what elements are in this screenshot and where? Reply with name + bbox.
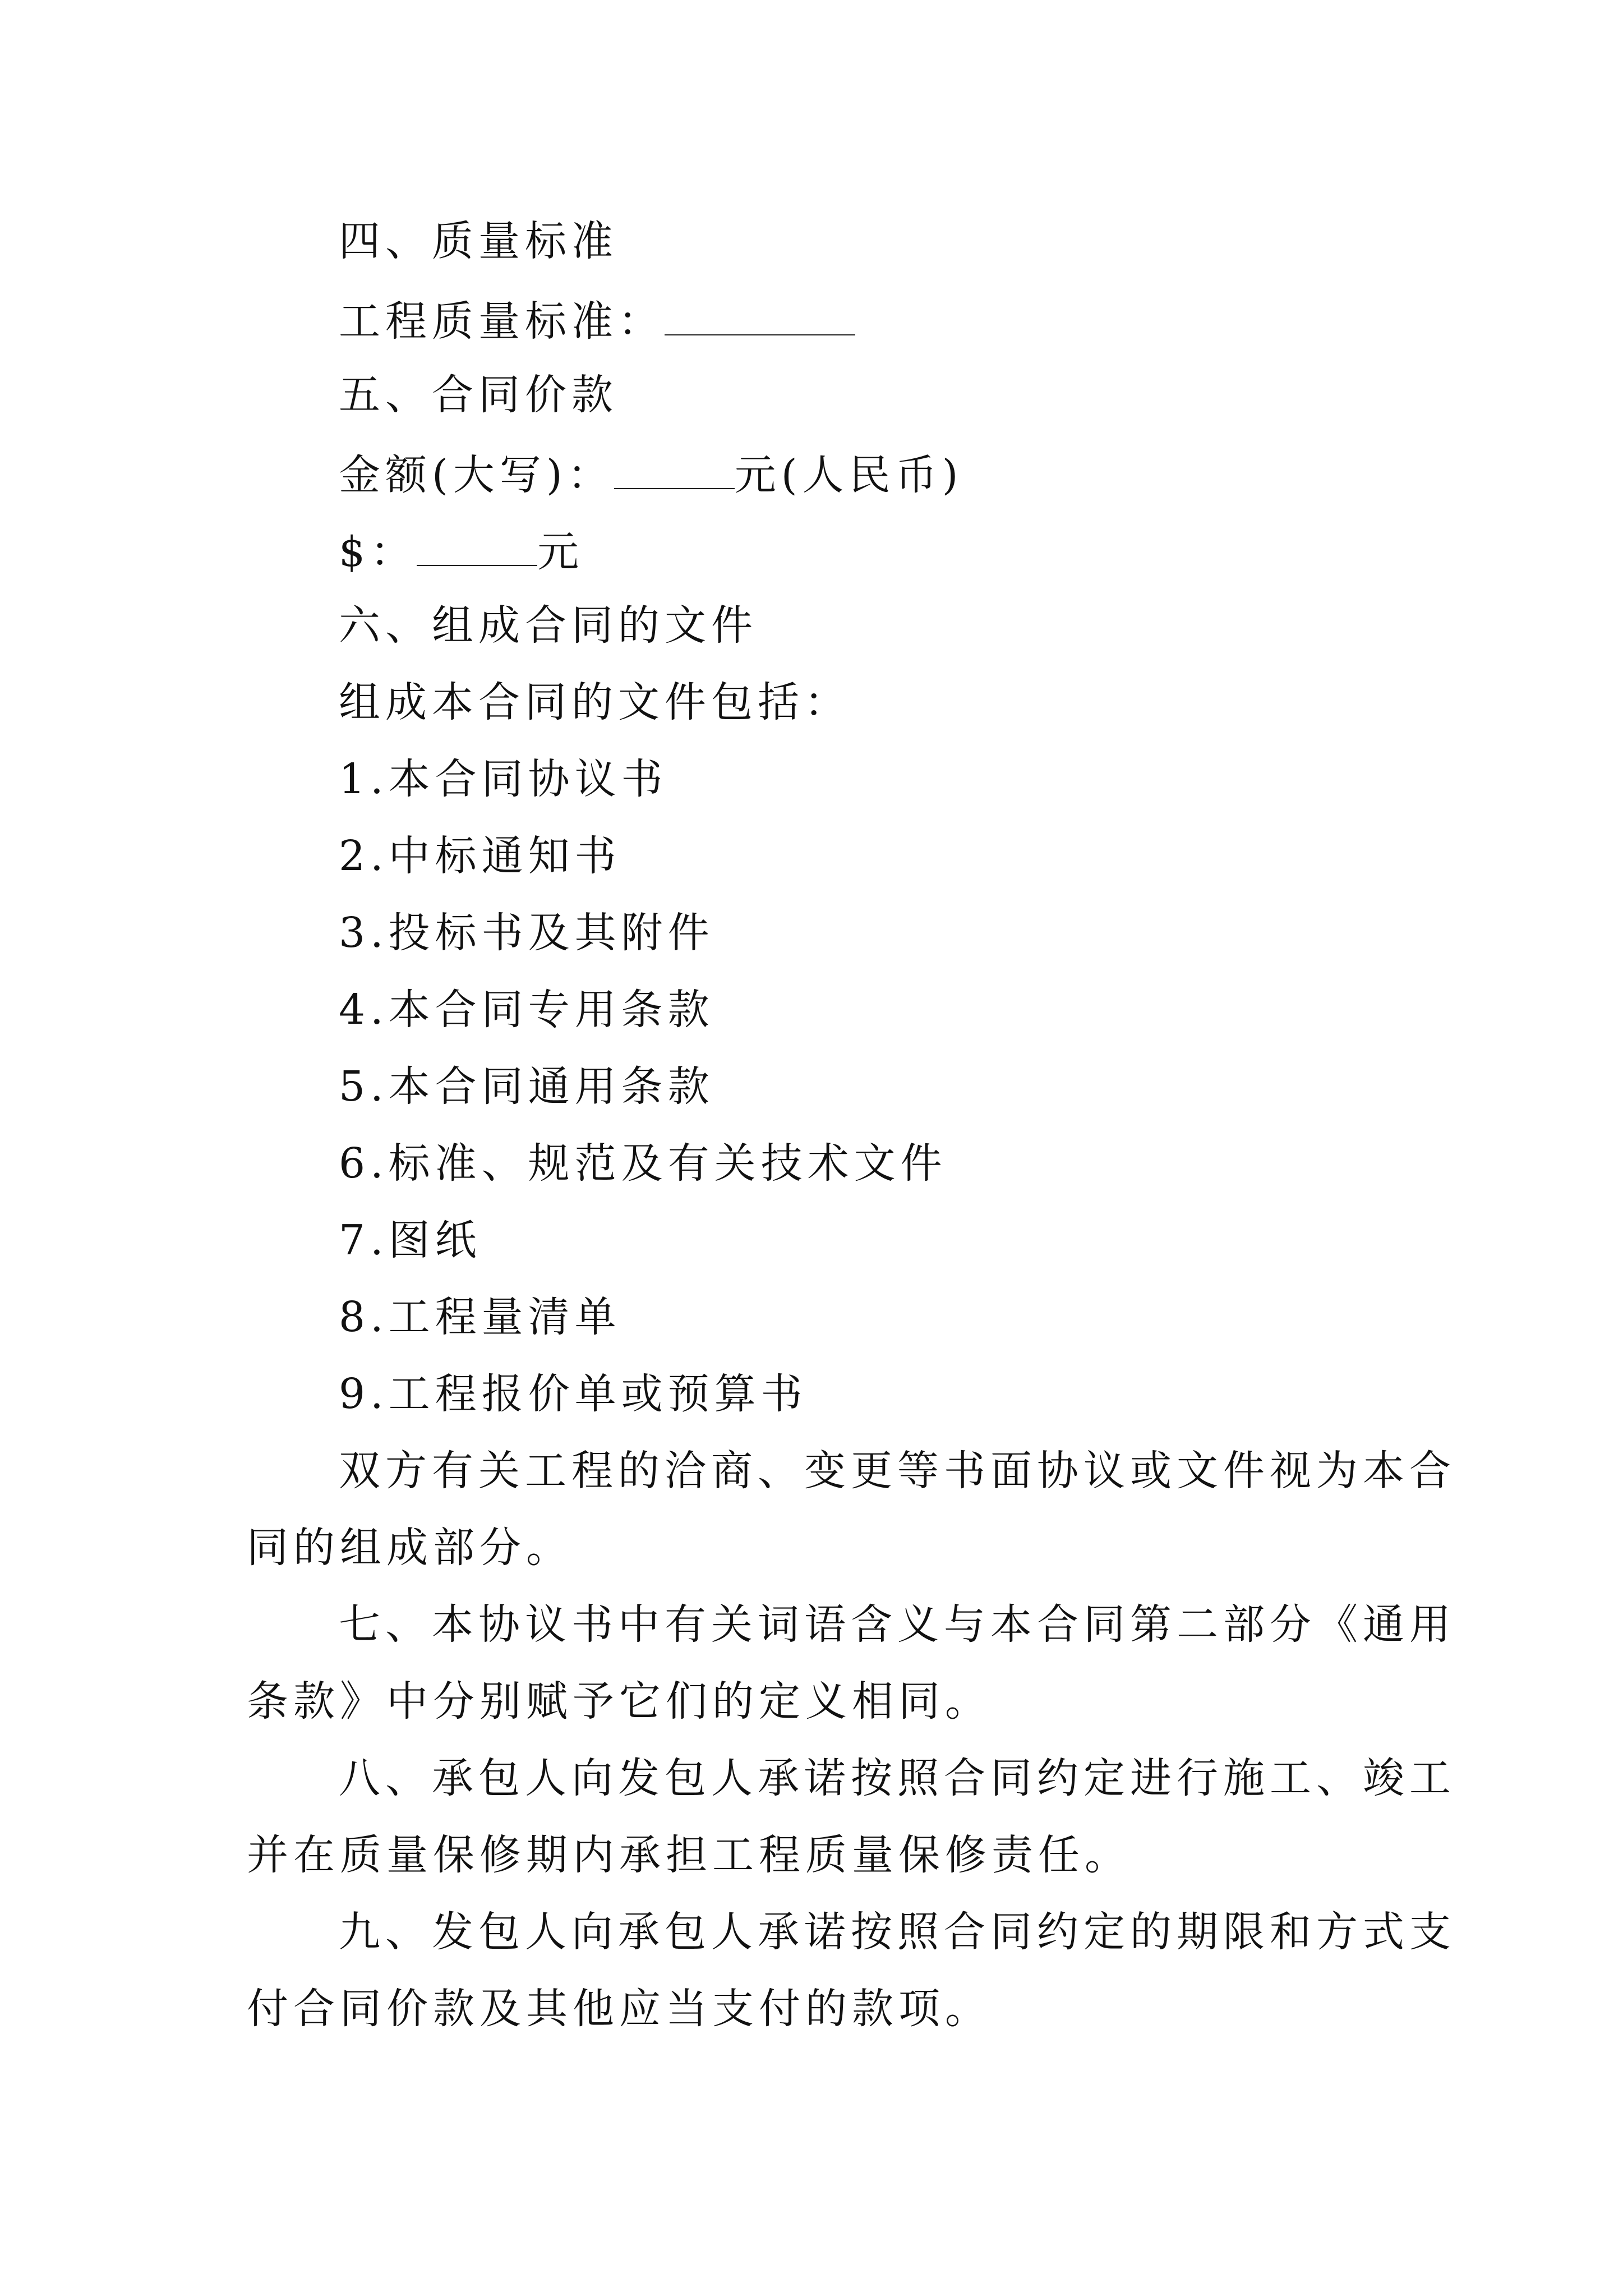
quality-standard-row bbox=[339, 297, 855, 346]
amount-row bbox=[339, 451, 963, 499]
section-9-line-2: 付合同价款及其他应当支付的款项。 bbox=[247, 1985, 992, 2033]
list-item: 5.本合同通用条款 bbox=[339, 1062, 714, 1111]
list-item: 2.中标通知书 bbox=[339, 832, 621, 880]
list-item: 8.工程量清单 bbox=[339, 1293, 621, 1341]
list-item: 3.投标书及其附件 bbox=[339, 909, 714, 957]
section-5-heading: 五、合同价款 bbox=[339, 371, 618, 419]
section-8-line-2: 并在质量保修期内承担工程质量保修责任。 bbox=[247, 1831, 1131, 1879]
section-6-heading: 六、组成合同的文件 bbox=[339, 601, 758, 650]
list-item: 6.标准、规范及有关技术文件 bbox=[339, 1139, 947, 1188]
list-item: 9.工程报价单或预算书 bbox=[339, 1370, 808, 1418]
quality-standard-blank bbox=[665, 297, 855, 335]
dollar-label: $： bbox=[339, 528, 417, 576]
dollar-blank bbox=[417, 528, 537, 566]
section-6-note-line-2: 同的组成部分。 bbox=[247, 1524, 573, 1572]
list-item: 4.本合同专用条款 bbox=[339, 986, 714, 1034]
list-item: 1.本合同协议书 bbox=[339, 755, 668, 803]
section-8-line-1: 八、承包人向发包人承诺按照合同约定进行施工、竣工 bbox=[339, 1754, 1456, 1802]
section-6-note-line-1: 双方有关工程的洽商、变更等书面协议或文件视为本合 bbox=[339, 1447, 1456, 1495]
dollar-row bbox=[339, 528, 584, 576]
amount-blank bbox=[614, 451, 735, 489]
section-9-line-1: 九、发包人向承包人承诺按照合同约定的期限和方式支 bbox=[339, 1908, 1456, 1956]
section-7-line-1: 七、本协议书中有关词语含义与本合同第二部分《通用 bbox=[339, 1600, 1456, 1649]
section-6-intro: 组成本合同的文件包括： bbox=[339, 678, 851, 726]
list-item: 7.图纸 bbox=[339, 1216, 482, 1264]
dollar-unit: 元 bbox=[537, 528, 584, 576]
section-4-heading: 四、质量标准 bbox=[339, 217, 618, 265]
amount-label: 金额(大写)： bbox=[339, 451, 614, 499]
quality-standard-label: 工程质量标准： bbox=[339, 297, 665, 346]
section-7-line-2: 条款》中分别赋予它们的定义相同。 bbox=[247, 1677, 992, 1726]
amount-unit: 元(人民币) bbox=[734, 451, 963, 499]
